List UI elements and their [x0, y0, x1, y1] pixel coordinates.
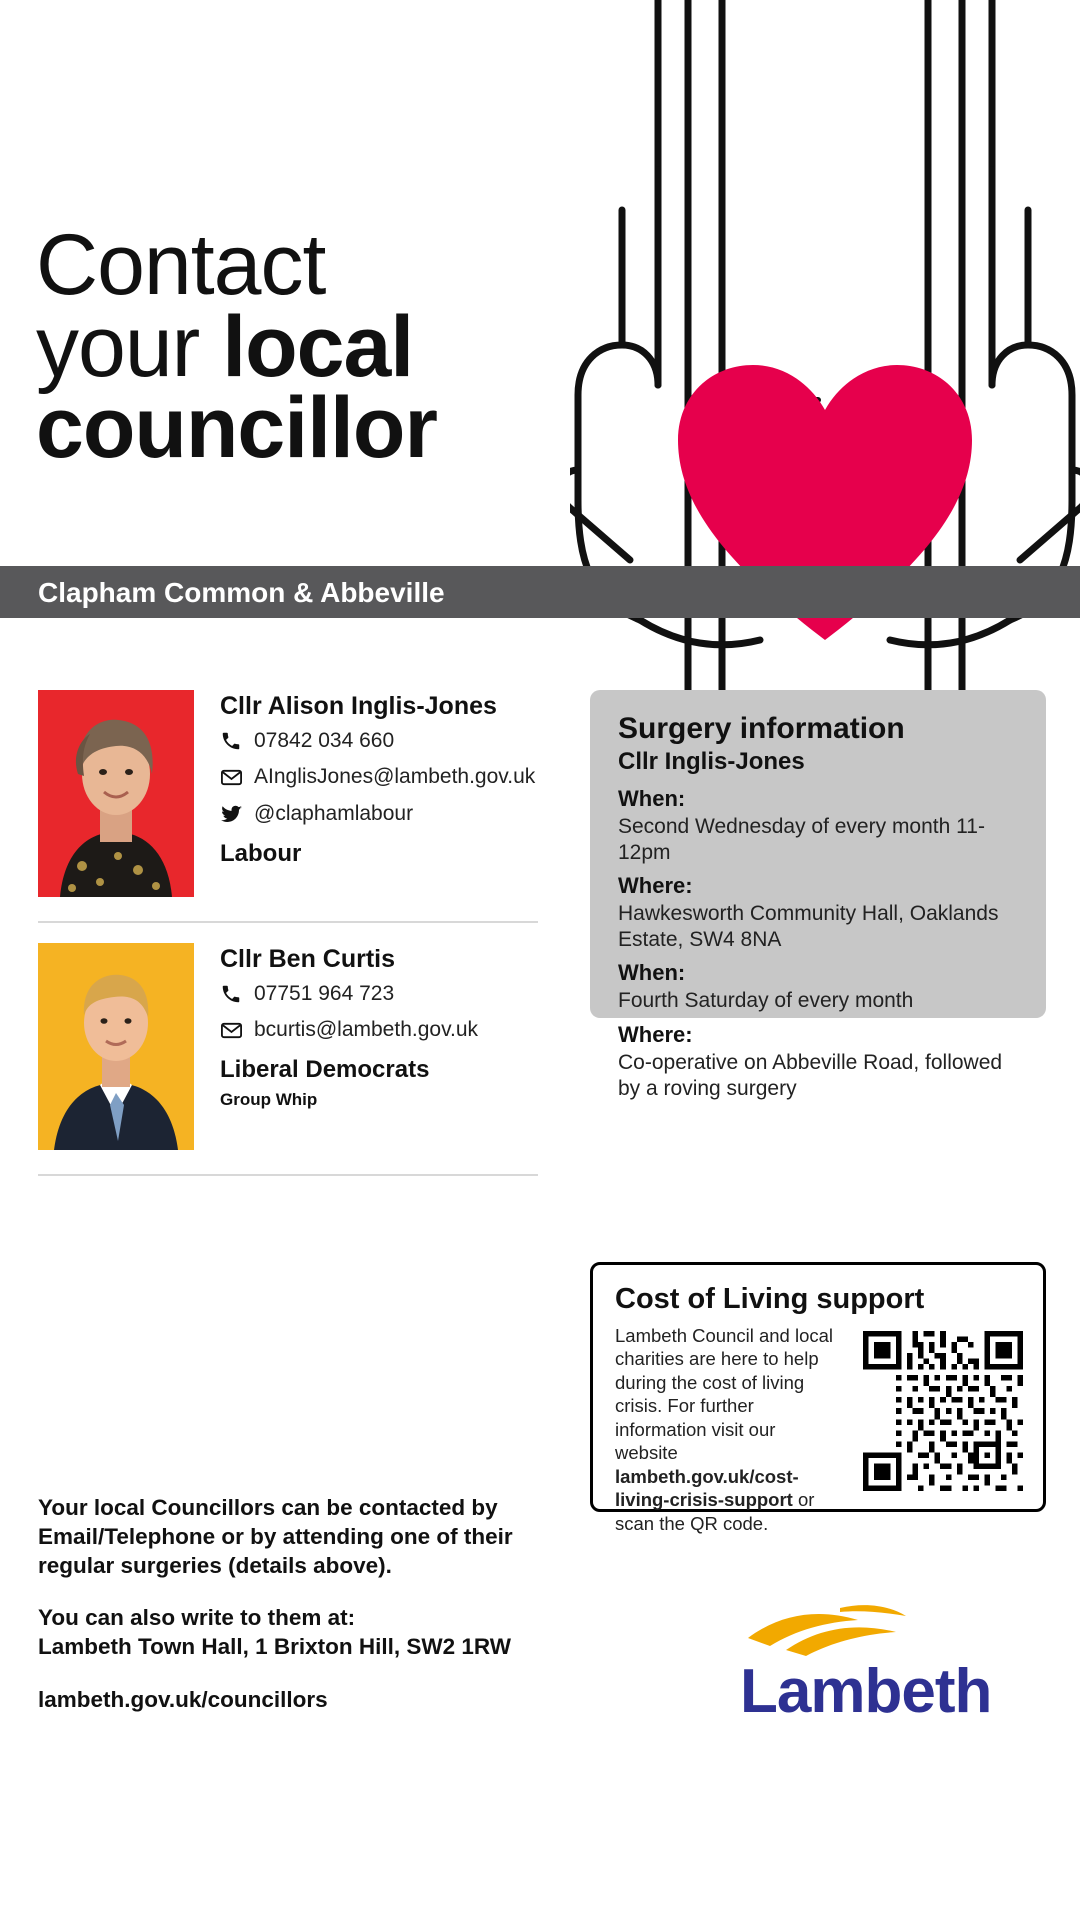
cost-of-living-url[interactable]: lambeth.gov.uk/cost-living-crisis-support — [615, 1465, 799, 1511]
footer-website-url[interactable]: lambeth.gov.uk/councillors — [38, 1686, 328, 1712]
councillor-name: Cllr Ben Curtis — [220, 945, 396, 973]
councillor-card — [38, 690, 558, 915]
avatar — [38, 690, 194, 897]
councillor-email-row[interactable] — [220, 765, 535, 795]
cost-of-living-text — [615, 1324, 837, 1535]
lambeth-swoosh-icon — [740, 1600, 1030, 1660]
surgery-when-value-1: Second Wednesday of every month 11-12pm — [618, 815, 985, 864]
headline-line-2-light: your — [36, 298, 223, 395]
surgery-title: Surgery information — [618, 712, 905, 745]
cost-of-living-title: Cost of Living support — [615, 1283, 925, 1315]
councillor-name: Cllr Alison Inglis-Jones — [220, 692, 497, 720]
footer-address-line-2: Lambeth Town Hall, 1 Brixton Hill, SW2 1RW — [38, 1634, 511, 1660]
surgery-when-value-2: Fourth Saturday of every month — [618, 989, 914, 1013]
qr-code[interactable] — [863, 1331, 1023, 1491]
councillor-role: Group Whip — [220, 1090, 318, 1109]
twitter-bird-icon — [220, 802, 254, 832]
surgery-councillor: Cllr Inglis-Jones — [618, 748, 805, 775]
councillor-email: bcurtis@lambeth.gov.uk — [254, 1018, 479, 1041]
cost-of-living-text-part2: or scan the QR code. — [615, 1489, 815, 1534]
divider — [38, 921, 538, 923]
councillor-email: AInglisJones@lambeth.gov.uk — [254, 765, 536, 788]
surgery-where-value-1: Hawkesworth Community Hall, Oaklands Estate, SW4 8NA — [618, 902, 999, 951]
footer-text — [38, 1494, 578, 1715]
phone-icon — [220, 729, 254, 758]
councillor-info — [194, 690, 535, 897]
page-title — [36, 217, 656, 477]
envelope-icon — [220, 1018, 254, 1048]
headline-line-3: councillor — [36, 380, 437, 477]
councillor-phone-row[interactable] — [220, 982, 478, 1011]
phone-icon — [220, 982, 254, 1011]
surgery-where-value-2: Co-operative on Abbeville Road, followed by a roving surgery — [618, 1051, 1003, 1100]
councillor-card — [38, 943, 558, 1168]
footer-paragraph-address — [38, 1604, 578, 1662]
councillor-list — [38, 690, 558, 1196]
headline-line-2 — [36, 298, 656, 395]
councillor-email-row[interactable] — [220, 1018, 478, 1048]
councillor-twitter: @claphamlabour — [254, 802, 414, 825]
councillor-phone-row[interactable] — [220, 729, 535, 758]
cost-of-living-text-part1: Lambeth Council and local charities are here to help during the cost of living crisis. For further information visit our website — [615, 1325, 834, 1464]
lambeth-wordmark: Lambeth — [740, 1657, 992, 1726]
ward-label: Clapham Common & Abbeville — [38, 577, 445, 608]
councillor-info — [194, 943, 478, 1150]
surgery-information-panel — [590, 690, 1046, 1100]
divider — [38, 1174, 538, 1176]
footer-address-line-1: You can also write to them at: — [38, 1605, 356, 1631]
headline-line-1: Contact — [36, 217, 326, 313]
councillor-phone: 07842 034 660 — [254, 729, 395, 752]
cost-of-living-box — [590, 1262, 1046, 1534]
surgery-when-label-1: When: — [618, 786, 686, 811]
surgery-where-label-1: Where: — [618, 873, 693, 899]
councillor-party: Liberal Democrats — [220, 1056, 430, 1083]
lambeth-logo — [740, 1600, 1030, 1730]
envelope-icon — [220, 765, 254, 795]
councillor-party: Labour — [220, 840, 302, 867]
footer-paragraph-contact: Your local Councillors can be contacted by Email/Telephone or by attending one of their regular surgeries (details above). — [38, 1495, 513, 1578]
avatar — [38, 943, 194, 1150]
councillor-twitter-row[interactable] — [220, 802, 535, 832]
surgery-when-label-2: When: — [618, 960, 686, 986]
surgery-where-label-2: Where: — [618, 1022, 693, 1048]
headline-line-2-bold: local — [222, 298, 414, 395]
ward-band — [0, 566, 1080, 618]
councillor-phone: 07751 964 723 — [254, 982, 395, 1005]
